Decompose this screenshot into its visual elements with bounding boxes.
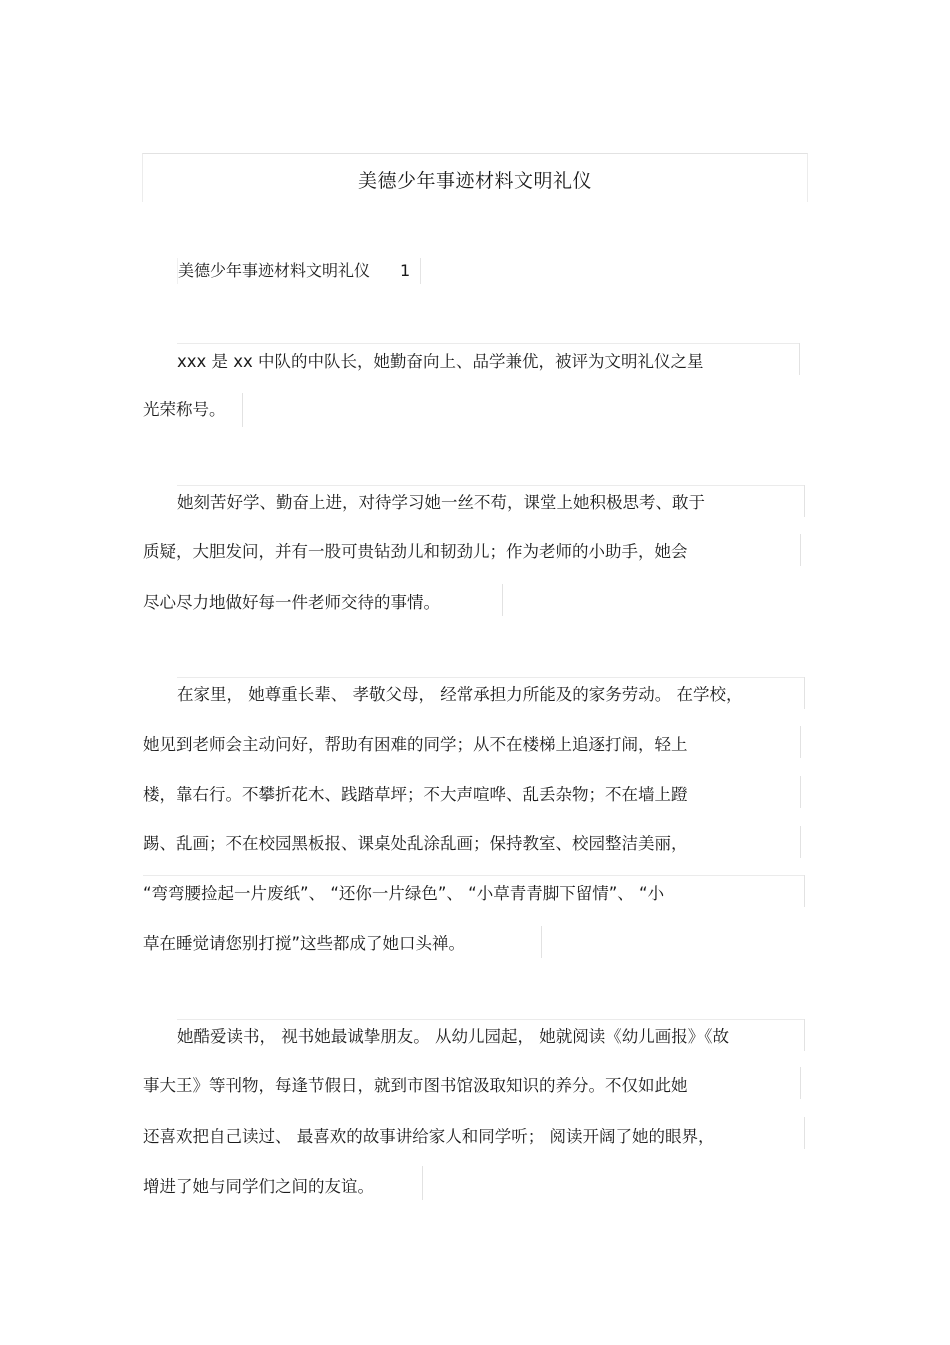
line-frame-right bbox=[800, 776, 801, 808]
line-frame-top bbox=[143, 875, 804, 876]
line-frame-right bbox=[804, 1117, 805, 1149]
subtitle-number: 1 bbox=[400, 261, 411, 280]
document-subtitle bbox=[177, 258, 421, 284]
paragraph-3-line-6: 草在睡觉请您别打搅”这些都成了她口头禅。 bbox=[143, 934, 466, 953]
line-frame-top bbox=[177, 1019, 804, 1020]
line-frame-right bbox=[804, 485, 805, 517]
line-frame-right bbox=[804, 875, 805, 907]
line-frame-top bbox=[177, 485, 804, 486]
paragraph-1-line-1: xxx 是 xx 中队的中队长，她勤奋向上、品学兼优，被评为文明礼仪之星 bbox=[177, 352, 704, 371]
line-frame-right bbox=[804, 677, 805, 709]
paragraph-4-line-2: 事大王》等刊物，每逢节假日，就到市图书馆汲取知识的养分。不仅如此她 bbox=[143, 1076, 688, 1095]
paragraph-2-line-2: 质疑，大胆发问，并有一股可贵钻劲儿和韧劲儿；作为老师的小助手，她会 bbox=[143, 542, 688, 561]
line-frame-right bbox=[800, 826, 801, 858]
paragraph-1-line-2: 光荣称号。 bbox=[143, 400, 226, 419]
line-frame-top bbox=[177, 677, 804, 678]
line-frame-right bbox=[800, 534, 801, 566]
line-frame-right bbox=[502, 584, 503, 616]
line-frame-right bbox=[804, 1019, 805, 1051]
line-frame-right bbox=[422, 1166, 423, 1200]
line-frame-right bbox=[541, 926, 542, 958]
paragraph-4-line-3: 还喜欢把自己读过、 最喜欢的故事讲给家人和同学听； 阅读开阔了她的眼界， bbox=[143, 1127, 715, 1146]
paragraph-3-line-2: 她见到老师会主动问好，帮助有困难的同学；从不在楼梯上追逐打闹，轻上 bbox=[143, 735, 688, 754]
line-frame-top bbox=[177, 343, 799, 344]
paragraph-2-line-3: 尽心尽力地做好每一件老师交待的事情。 bbox=[143, 593, 440, 612]
line-frame-right bbox=[800, 726, 801, 758]
document-title: 美德少年事迹材料文明礼仪 bbox=[357, 170, 592, 192]
paragraph-3-line-4: 踢、乱画；不在校园黑板报、课桌处乱涂乱画；保持教室、校园整洁美丽， bbox=[143, 834, 688, 853]
line-frame-right bbox=[800, 1067, 801, 1099]
title-frame bbox=[142, 153, 808, 202]
paragraph-3-line-5: “弯弯腰捡起一片废纸”、 “还你一片绿色”、 “小草青青脚下留情”、 “小 bbox=[143, 884, 665, 903]
paragraph-3-line-1: 在家里， 她尊重长辈、 孝敬父母， 经常承担力所能及的家务劳动。 在学校， bbox=[177, 685, 743, 704]
paragraph-4-line-1: 她酷爱读书， 视书她最诚挚朋友。 从幼儿园起， 她就阅读《幼儿画报》《故 bbox=[177, 1027, 729, 1046]
subtitle-text: 美德少年事迹材料文明礼仪 bbox=[178, 261, 371, 280]
paragraph-4-line-4: 增进了她与同学们之间的友谊。 bbox=[143, 1177, 374, 1196]
paragraph-3-line-3: 楼，靠右行。不攀折花木、践踏草坪；不大声喧哗、乱丢杂物；不在墙上蹬 bbox=[143, 785, 688, 804]
paragraph-2-line-1: 她刻苦好学、勤奋上进，对待学习她一丝不苟，课堂上她积极思考、敢于 bbox=[177, 493, 705, 512]
line-frame-right bbox=[242, 393, 243, 427]
line-frame-right bbox=[799, 343, 800, 375]
